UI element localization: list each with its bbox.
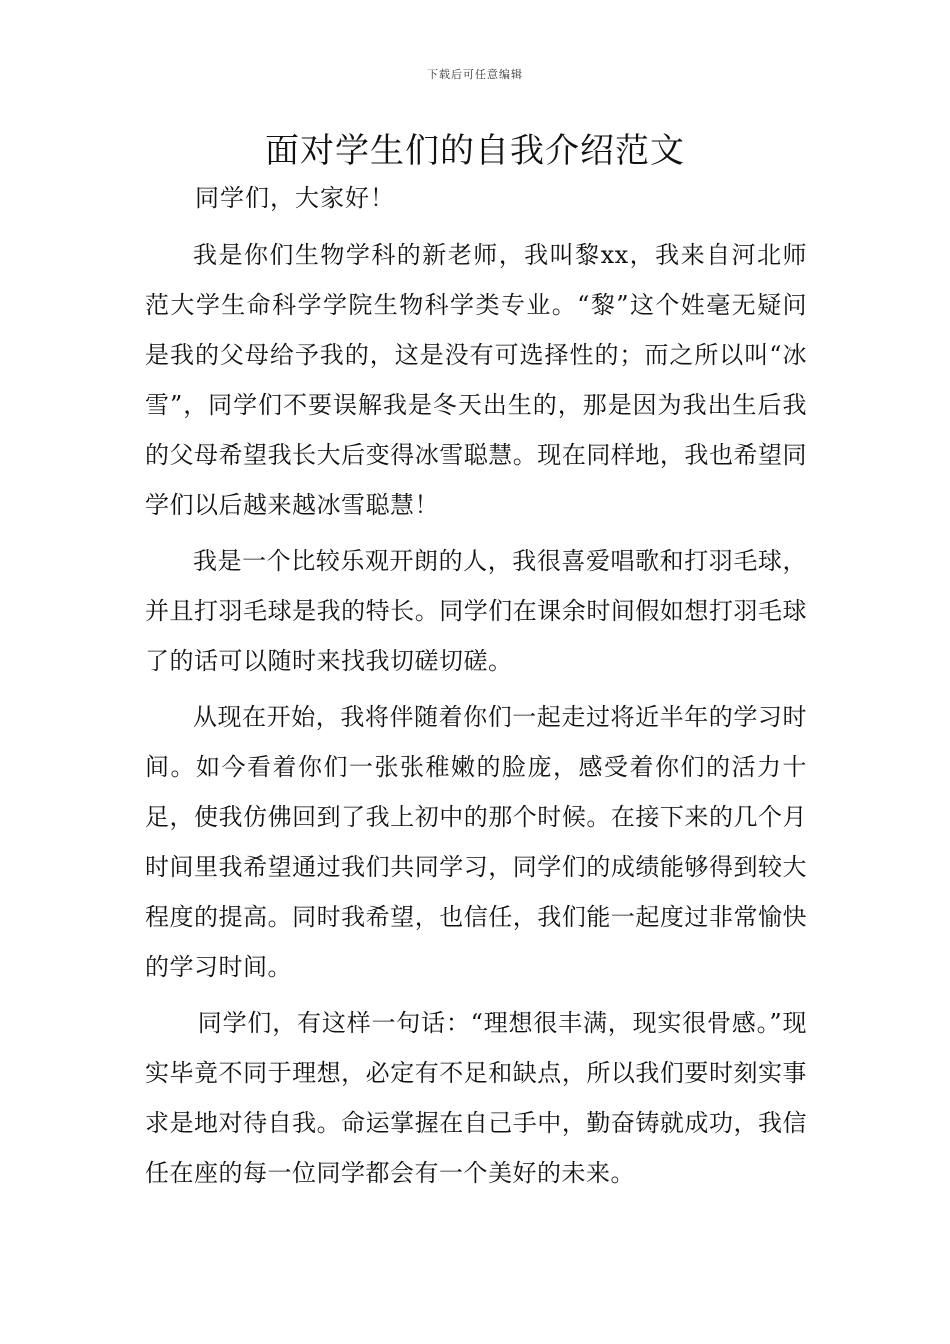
paragraph-hobbies: 我是一个比较乐观开朗的人，我很喜爱唱歌和打羽毛球，并且打羽毛球是我的特长。同学们在课余时间假如想打羽毛球了的话可以随时来找我切磋切磋。 bbox=[145, 547, 807, 675]
document-title: 面对学生们的自我介绍范文 bbox=[265, 131, 685, 171]
greeting: 同学们，大家好！ bbox=[195, 184, 395, 212]
header-note: 下载后可任意编辑 bbox=[427, 68, 523, 81]
paragraph-plans: 从现在开始，我将伴随着你们一起走过将近半年的学习时间。如今看着你们一张张稚嫩的脸庞，感受着你们的活力十足，使我仿佛回到了我上初中的那个时候。在接下来的几个月时间里我希望通过我们共同学习，同学们的成绩能够得到较大程度的提高。同时我希望，也信任，我们能一起度过非常愉快的学习时间。 bbox=[145, 703, 807, 981]
paragraph-intro: 我是你们生物学科的新老师，我叫黎xx，我来自河北师范大学生命科学学院生物科学类专业。“黎”这个姓毫无疑问是我的父母给予我的，这是没有可选择性的；而之所以叫“冰雪”，同学们不要误解我是冬天出生的，那是因为我出生后我的父母希望我长大后变得冰雪聪慧。现在同样地，我也希望同学们以后越来越冰雪聪慧！ bbox=[145, 241, 807, 519]
document-body bbox=[145, 230, 807, 1204]
paragraph-closing: 同学们，有这样一句话：“理想很丰满，现实很骨感。”现实毕竟不同于理想，必定有不足和缺点，所以我们要时刻实事求是地对待自我。命运掌握在自己手中，勤奋铸就成功，我信任在座的每一位同学都会有一个美好的未来。 bbox=[145, 1009, 807, 1187]
